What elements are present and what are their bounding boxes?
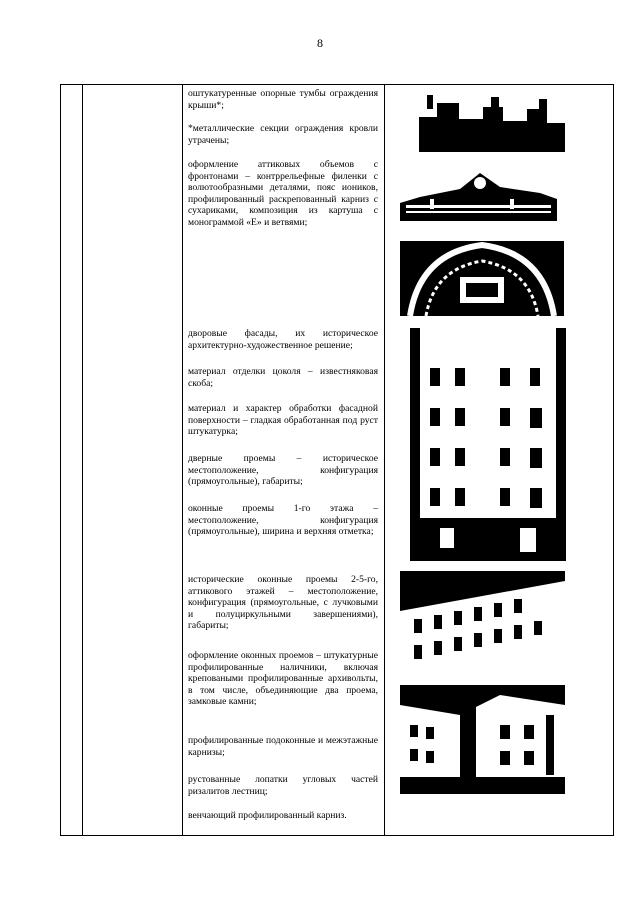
feature-entry: дверные проемы – историческое местоположение, конфигурация (прямоугольные), габариты; bbox=[188, 453, 378, 488]
feature-entry: оконные проемы 1-го этажа – местоположение, конфигурация (прямоугольные), ширина и верхняя отметка; bbox=[188, 503, 378, 538]
courtyard-windows-photo bbox=[400, 571, 565, 674]
column-divider bbox=[82, 85, 83, 835]
feature-entry: оформление аттиковых объемов с фронтонами – контррельефные филенки с волютообразными деталями, пояс иоников, профилированный раскрепованный карниз с сухариками, композиция из картуша с монограммой «Е» и ветвями; bbox=[188, 159, 378, 228]
feature-entry: исторические оконные проемы 2-5-го, аттикового этажей – местоположение, конфигурация (прямоугольные, с лучковыми и полуциркульными завершениями), габариты; bbox=[188, 574, 378, 632]
column-divider bbox=[182, 85, 183, 835]
feature-entry: оформление оконных проемов – штукатурные профилированные наличники, включая креповаными профилированные архивольты, в том числе, объединяющие два проема, замковые камни; bbox=[188, 650, 378, 708]
feature-entry: *металлические секции ограждения кровли утрачены; bbox=[188, 123, 378, 146]
feature-entry: профилированные подоконные и межэтажные карнизы; bbox=[188, 735, 378, 758]
monument-features-table bbox=[60, 84, 614, 836]
feature-entry: дворовые фасады, их историческое архитектурно-художественное решение; bbox=[188, 328, 378, 351]
feature-entry: материал и характер обработки фасадной поверхности – гладкая обработанная под руст штукатурка; bbox=[188, 403, 378, 438]
roof-parapet-photo bbox=[419, 89, 565, 152]
feature-entry: венчающий профилированный карниз. bbox=[188, 810, 347, 821]
courtyard-stair-facade-photo bbox=[400, 685, 565, 794]
column-divider bbox=[384, 85, 385, 835]
feature-entry: материал отделки цоколя – известняковая скоба; bbox=[188, 366, 378, 389]
attic-pediment-detail-photo bbox=[400, 233, 564, 316]
page-number: 8 bbox=[317, 36, 323, 50]
courtyard-facade-photo bbox=[410, 328, 566, 561]
feature-entry: оштукатуренные опорные тумбы ограждения крыши*; bbox=[188, 88, 378, 111]
feature-entry: рустованные лопатки угловых частей ризалитов лестниц; bbox=[188, 774, 378, 797]
attic-facade-photo bbox=[400, 165, 557, 221]
